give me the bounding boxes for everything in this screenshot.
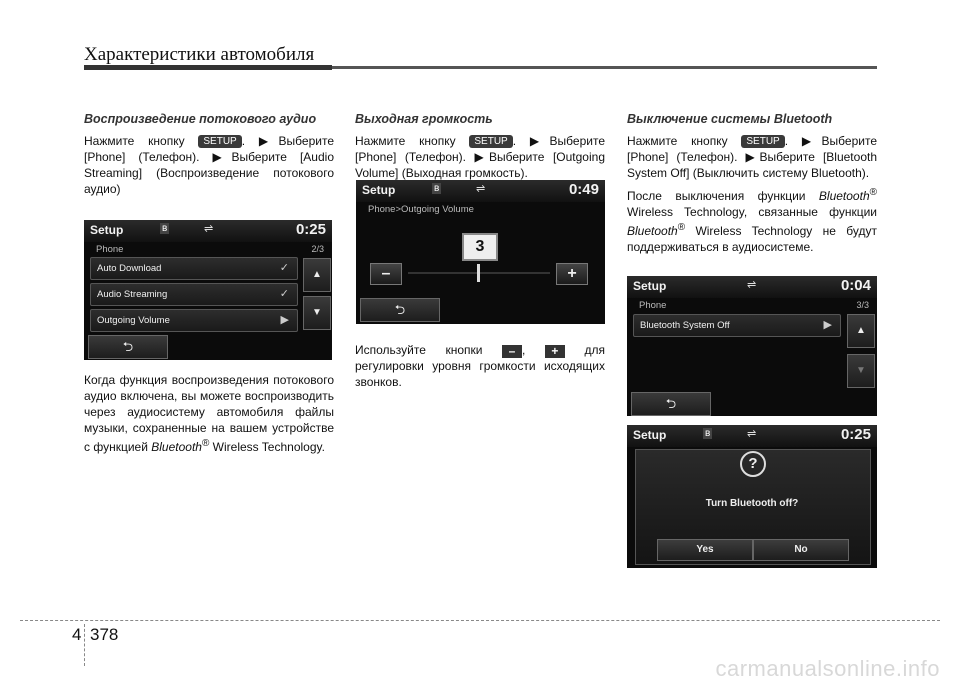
screen-clock: 0:49 — [568, 181, 599, 198]
column-audio-streaming-note — [84, 372, 334, 459]
chapter-number: 4 — [72, 625, 82, 644]
scroll-up-button[interactable]: ▲ — [303, 258, 331, 292]
menu-item-auto-download[interactable]: Auto Download ✓ — [90, 257, 298, 280]
footer-divider — [20, 620, 940, 621]
menu-item-audio-streaming[interactable]: Audio Streaming ✓ — [90, 283, 298, 306]
screen-title: Setup — [362, 183, 396, 197]
page-number: 378 — [90, 625, 119, 644]
column-bluetooth-off — [627, 112, 877, 259]
setup-button-icon: SETUP — [741, 135, 784, 148]
description-paragraph: После выключения функции Bluetooth® Wireless Technology, связанные функции Bluetooth® Wireless Technology не будут поддерживаться в аудиосистеме. — [627, 187, 877, 254]
screen-clock: 0:25 — [295, 221, 326, 238]
column-outgoing-volume — [355, 112, 605, 185]
back-button[interactable]: ⮌ — [631, 392, 711, 416]
screen-title: Setup — [633, 428, 667, 442]
dialog-yes-button[interactable]: Yes — [657, 539, 753, 561]
instruction-paragraph: Нажмите кнопку SETUP . ▶Выберите [Phone] (Телефон). ▶Выберите [Audio Streaming] (Воспроизведение потокового аудио) — [84, 134, 334, 196]
screen-page-indicator: 2/3 — [311, 244, 324, 254]
usb-icon: ⇌ — [747, 428, 757, 440]
screen-clock: 0:25 — [840, 426, 871, 443]
section-heading: Воспроизведение потокового аудио — [84, 112, 317, 126]
volume-level-display: 3 — [462, 233, 498, 261]
bluetooth-icon: ʙ — [162, 223, 168, 234]
minus-button-icon: – — [502, 345, 522, 358]
usb-icon: ⇌ — [204, 223, 214, 235]
back-button[interactable]: ⮌ — [360, 298, 440, 322]
scroll-down-button[interactable]: ▼ — [303, 296, 331, 330]
description-paragraph: Используйте кнопки – , + для регулировки уровня громкости исходящих звонков. — [355, 343, 605, 389]
screen-turn-bluetooth-off-dialog — [627, 425, 877, 568]
dialog-message: Turn Bluetooth off? — [705, 498, 799, 509]
section-heading: Выходная громкость — [355, 112, 493, 126]
screen-phone-settings — [84, 220, 332, 360]
menu-item-outgoing-volume[interactable]: Outgoing Volume ▶ — [90, 309, 298, 332]
scroll-up-button[interactable]: ▲ — [847, 314, 875, 348]
usb-icon: ⇌ — [747, 279, 757, 291]
volume-plus-button[interactable]: + — [556, 263, 588, 285]
menu-item-bluetooth-system-off[interactable]: Bluetooth System Off ▶ — [633, 314, 841, 337]
screen-title: Setup — [633, 279, 667, 293]
back-button[interactable]: ⮌ — [88, 335, 168, 359]
instruction-paragraph: Нажмите кнопку SETUP . ▶Выберите [Phone] (Телефон). ▶Выберите [Outgoing Volume] (Выходная громкость). — [355, 134, 605, 180]
screen-bluetooth-system-off — [627, 276, 877, 416]
setup-button-icon: SETUP — [198, 135, 241, 148]
bluetooth-icon: ʙ — [705, 428, 711, 439]
screen-clock: 0:04 — [840, 277, 871, 294]
screen-subtitle: Phone>Outgoing Volume — [368, 204, 474, 215]
screen-subtitle: Phone — [639, 300, 667, 311]
watermark: carmanualsonline.info — [715, 656, 940, 681]
scroll-down-button[interactable]: ▼ — [847, 354, 875, 388]
volume-minus-button[interactable]: – — [370, 263, 402, 285]
question-icon: ? — [740, 451, 766, 477]
screen-outgoing-volume — [356, 180, 605, 324]
setup-button-icon: SETUP — [469, 135, 512, 148]
usb-icon: ⇌ — [476, 183, 486, 195]
screen-subtitle: Phone — [96, 244, 124, 255]
header-rule-accent — [84, 65, 332, 70]
footer-vertical-divider — [84, 624, 85, 666]
column-outgoing-volume-note — [355, 342, 605, 394]
page-header-title: Характеристики автомобиля — [84, 44, 315, 65]
plus-button-icon: + — [545, 345, 565, 358]
screen-title: Setup — [90, 223, 124, 237]
column-audio-streaming — [84, 112, 334, 201]
instruction-paragraph: Нажмите кнопку SETUP . ▶Выберите [Phone] (Телефон). ▶Выберите [Bluetooth System Off] (Выключить систему Bluetooth). — [627, 134, 877, 180]
volume-slider-thumb[interactable] — [477, 264, 480, 282]
section-heading: Выключение системы Bluetooth — [627, 112, 833, 126]
screen-page-indicator: 3/3 — [856, 300, 869, 310]
description-paragraph: Когда функция воспроизведения потокового аудио включена, вы можете воспроизводить через аудиосистему автомобиля файлы музыки, сохраненные на вашем устройстве с функцией Bluetooth® Wireless Technology. — [84, 373, 334, 454]
dialog-no-button[interactable]: No — [753, 539, 849, 561]
bluetooth-icon: ʙ — [434, 183, 440, 194]
